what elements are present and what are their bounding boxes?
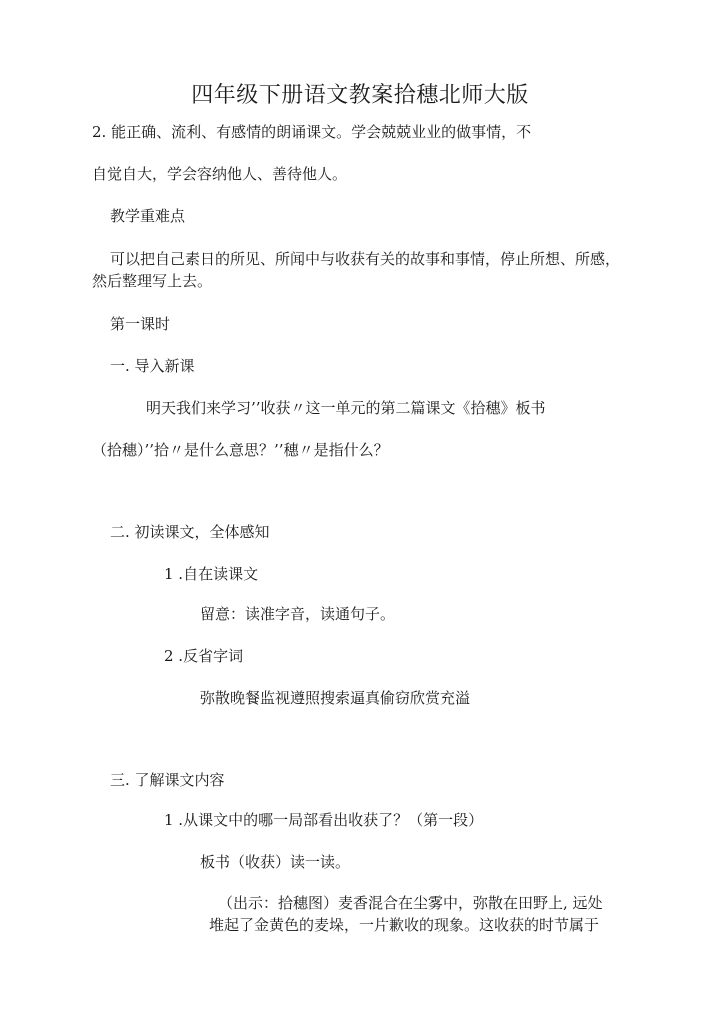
picture-description-line-2: 堆起了金黄色的麦垛，一片歉收的现象。这收获的时节属于 (209, 916, 600, 934)
section-heading-key-points: 教学重难点 (110, 207, 186, 225)
key-points-paragraph: 可以把自己素日的所见、所闻中与收获有关的故事和事情，停止所想、所感，然后整理写上去。 (92, 250, 621, 290)
objective-line-2: 自觉自大，学会容纳他人、善待他人。 (92, 165, 348, 183)
picture-description-line-1: （出示：拾穗图）麦香混合在尘雾中，弥散在田野上, 远处 (218, 894, 603, 912)
vocabulary-words: 弥散晚餐监视遵照搜索逼真偷窃欣赏充溢 (200, 689, 471, 707)
section-heading-intro: 一. 导入新课 (110, 357, 195, 375)
list-item-vocabulary: 2 .反省字词 (164, 647, 244, 665)
lesson-heading: 第一课时 (110, 315, 171, 333)
section-heading-first-reading: 二. 初读课文，全体感知 (110, 523, 270, 541)
intro-line-1: 明天我们来学习’’收获〃这一单元的第二篇课文《拾穗》板书 (146, 399, 546, 417)
note-pronunciation: 留意：读准字音，读通句子。 (200, 605, 396, 623)
document-title: 四年级下册语文教案拾穗北师大版 (191, 83, 529, 108)
objective-line-1: 2. 能正确、流利、有感情的朗诵课文。学会兢兢业业的做事情，不 (92, 123, 532, 141)
list-item-free-reading: 1 .自在读课文 (164, 565, 259, 583)
section-heading-content: 三. 了解课文内容 (110, 771, 225, 789)
intro-line-2: （拾穗）’’拾〃是什么意思？’’穗〃是指什么？ (92, 441, 389, 459)
question-harvest: 1 .从课文中的哪一局部看出收获了？（第一段） (164, 811, 484, 829)
board-writing-note: 板书（收获）读一读。 (200, 853, 351, 871)
